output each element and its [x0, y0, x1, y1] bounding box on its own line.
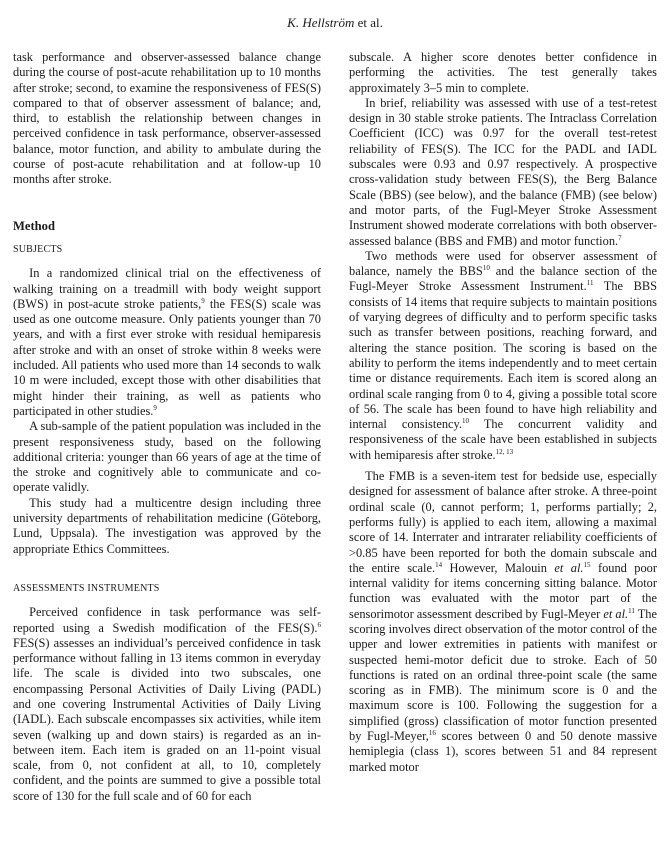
reference-marker: 10 [482, 264, 490, 273]
intro-paragraph: task performance and observer-assessed balance change during the course of post-acute rehabilitation up to 10 months after stroke; second, to examine the responsiveness of FES(S) compared to that of observer assessment of balance; and, third, to establish the relationship between changes in perceived confidence in task performance, observer-assessed balance, motor function, and ability to ambulate during the course of post-acute rehabilitation and at follow-up 10 months after stroke. [13, 50, 321, 187]
running-head-author: K. Hellström [287, 15, 355, 30]
reference-marker: 10 [462, 417, 470, 425]
reference-marker: 14 [435, 560, 443, 569]
fmb-paragraph: The FMB is a seven-item test for bedside use, especially designed for assessment of balance after stroke. A three-point ordinal scale (0, cannot perform; 1, performs partially; 2, performs fully) is applied to each item, allowing a maximal score of 14. Interrater and intrarater reliability coefficients of >0.85 have been reported for both the domain subscale and the entire scale.$^{14}$ However, Malouin et al.$^{15}$ found poor internal validity for items concerning sitting balance. Motor function was evaluated with the motor part of the sensorimotor assessment described by Fugl-Meyer et al.$^{11}$ The scoring involves direct observation of the motor control of the upper and lower extremities in patients with manifest or suspected hemi-motor deficit due to stroke. Each of 50 functions is rated on an ordinal three-point scale (the same scoring as in FMB). The minimum score is 0 and the maximum score is 100. Following the suggestion for a simplified (gross) classification of motor function presented by Fugl-Meyer,$^{16}$ scores between 0 and 50 denote massive hemiplegia (class 1), scores between 51 and 84 represent marked motor [349, 469, 658, 774]
method-heading: Method [13, 218, 55, 233]
reliability-paragraph: In brief, reliability was assessed with use of a test-retest design in 30 stable stroke patients. The Intraclass Correlation Coefficient (ICC) was 0.97 for the overall test-retest reliability of FES(S). The ICC for the PADL and IADL subscales were 0.93 and 0.97 respectively. A prospective cross-validation study between FES(S), the Berg Balance Scale (BBS) (see below), and the balance (FMB) (see below) and motor parts, of the Fugl-Meyer Stroke Assessment Instrument showed moderate correlations with both observer-assessed balance (BBS and FMB) and motor function.$^7$ [349, 95, 657, 248]
assessments-paragraph-1: Perceived confidence in task performance was self-reported using a Swedish modification of the FES(S).$^6$ FES(S) assesses an individual’s perceived confidence in task performance without falling in 13 items common in everyday life. The scale is divided into two subscales, one encompassing Personal Activities of Daily Living (PADL) and one covering Instrumental Activities of Daily Living (IADL). Each subscale encompasses six activities, while item seven (walking up and down stairs) is regarded as an in-between item. Each item is graded on an 11-point visual scale, from 0, not confident at all, to 10, completely confident, and the points are summed to give a possible total score of 130 for the full scale and of 60 for each [13, 605, 321, 803]
reference-marker: 15 [583, 560, 591, 569]
reference-marker: 12, 13 [495, 447, 514, 456]
subjects-paragraph-1: In a randomized clinical trial on the effectiveness of walking training on a treadmill with body weight support (BWS) in post-acute stroke patients,$^9$ the FES(S) scale was used as one outcome measure. Only patients younger than 70 years, and with a first ever stroke with residual hemiparesis after stroke and with an onset of stroke within 8 weeks were included. All patients who used more than 14 seconds to walk 10 m were included, except those with other disabilities that might hinder their training, as well as patients who participated in other studies.$^9$ [13, 266, 321, 418]
subjects-paragraph-2: A sub-sample of the patient population was included in the present responsiveness study, based on the following additional criteria: younger than 66 years of age at the time of the stroke and cognitively able to communicate and co-operate validly. [13, 419, 321, 495]
right-column [349, 50, 657, 775]
running-head [0, 15, 670, 31]
assessments-subheading: ASSESSMENTS INSTRUMENTS [13, 582, 160, 594]
right-paragraph-1: subscale. A higher score denotes better confidence in performing the activities. The test generally takes approximately 3–5 min to complete. [349, 50, 657, 95]
observer-assessment-paragraph: Two methods were used for observer assessment of balance, namely the BBS$^{10}$ and the balance section of the Fugl-Meyer Stroke Assessment Instrument.$^{11}$ The BBS consists of 14 items that require subjects to maintain positions of varying degrees of difficulty and to perform specific tasks such as transfer between positions, reaching forward, and altering the stance position. The scoring is based on the ability to perform the items independently and to meet certain time or distance requirements. Each item is scored along an ordinal scale ranging from 0 to 4, giving a possible total score of 56. The scale has been found to have high reliability and internal consistency.$^{10}$ The concurrent validity and responsiveness of the scale have been established in subjects with hemiparesis after stroke.$^{12, 13}$ [349, 248, 658, 462]
reference-marker: 11 [628, 606, 635, 615]
reference-marker: 6 [317, 620, 321, 629]
reference-marker: 9 [201, 296, 205, 305]
reference-marker: 7 [618, 233, 622, 242]
reference-marker: 11 [586, 279, 594, 288]
subjects-subheading: SUBJECTS [13, 243, 63, 255]
subjects-paragraph-3: This study had a multicentre design including three university departments of rehabilitation medicine (Göteborg, Lund, Uppsala). The investigation was approved by the appropriate Ethics Committees. [13, 495, 321, 556]
left-column [13, 50, 321, 804]
reference-marker: 16 [428, 728, 436, 737]
reference-marker: 9 [153, 403, 157, 412]
running-head-etal: et al. [354, 15, 383, 30]
